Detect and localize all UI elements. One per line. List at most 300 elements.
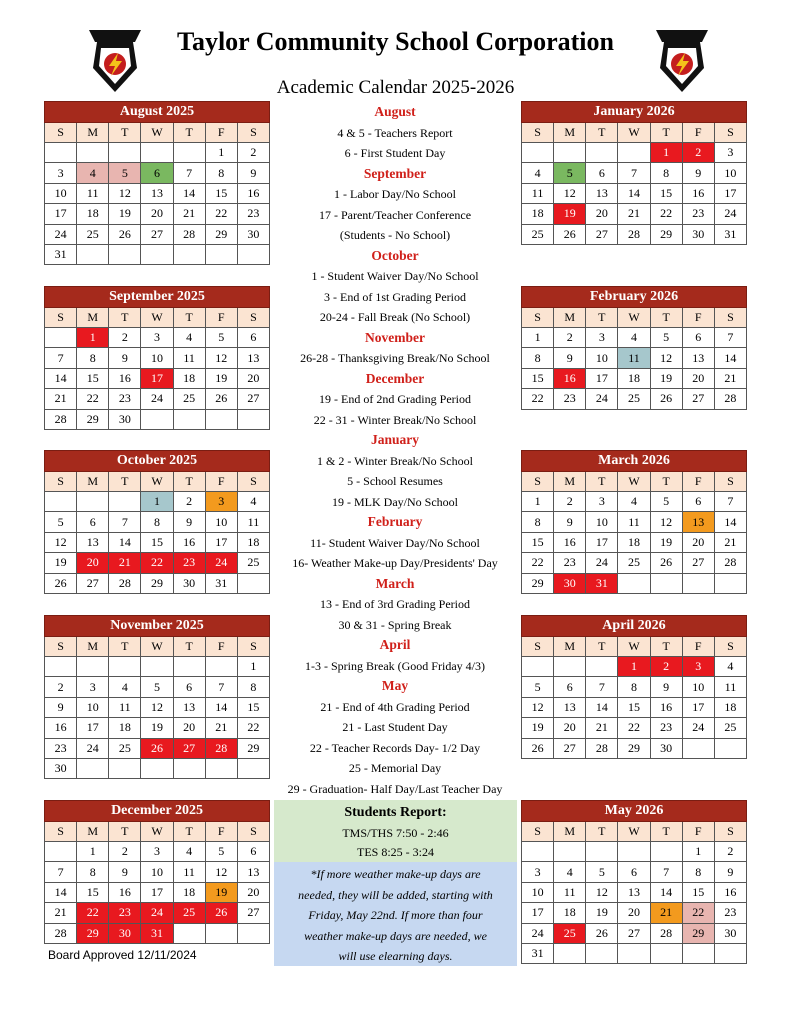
week-row <box>45 163 270 183</box>
weekday-header: T <box>173 308 205 328</box>
weekday-header: W <box>618 472 650 492</box>
day-cell: 2 <box>173 492 205 512</box>
empty-day-cell <box>141 143 173 163</box>
day-cell: 24 <box>141 903 173 923</box>
day-cell: 21 <box>650 903 682 923</box>
day-cell: 18 <box>522 204 554 224</box>
event-item: 11- Student Waiver Day/No School <box>310 535 480 550</box>
week-row <box>45 492 270 512</box>
day-cell: 17 <box>682 697 714 717</box>
empty-day-cell <box>237 758 269 778</box>
weekday-header: S <box>522 637 554 657</box>
day-cell: 7 <box>45 348 77 368</box>
event-item: 25 - Memorial Day <box>348 761 442 775</box>
day-cell: 2 <box>682 143 714 163</box>
day-cell: 9 <box>237 163 269 183</box>
day-cell: 10 <box>586 512 618 532</box>
day-cell: 3 <box>682 657 714 677</box>
empty-day-cell <box>173 758 205 778</box>
day-cell: 19 <box>586 903 618 923</box>
weekday-header: T <box>586 822 618 842</box>
day-cell: 23 <box>714 903 746 923</box>
day-cell: 4 <box>714 657 746 677</box>
event-month-heading: September <box>363 165 427 181</box>
day-cell: 30 <box>554 573 586 593</box>
day-cell: 5 <box>650 492 682 512</box>
day-cell: 20 <box>77 553 109 573</box>
weekday-header: M <box>554 123 586 143</box>
day-cell: 1 <box>237 657 269 677</box>
day-cell: 1 <box>205 143 237 163</box>
day-cell: 30 <box>650 738 682 758</box>
empty-day-cell <box>237 923 269 943</box>
day-cell: 17 <box>586 368 618 388</box>
empty-day-cell <box>141 244 173 264</box>
week-row <box>45 842 270 862</box>
day-cell: 26 <box>205 389 237 409</box>
week-row <box>45 573 270 593</box>
week-row <box>522 573 747 593</box>
day-cell: 20 <box>141 204 173 224</box>
day-cell: 22 <box>205 204 237 224</box>
day-cell: 9 <box>554 348 586 368</box>
day-cell: 16 <box>714 882 746 902</box>
day-cell: 25 <box>173 903 205 923</box>
day-cell: 2 <box>714 842 746 862</box>
weekday-header: M <box>77 472 109 492</box>
day-cell: 27 <box>682 553 714 573</box>
day-cell: 1 <box>682 842 714 862</box>
day-cell: 28 <box>45 409 77 429</box>
day-cell: 14 <box>618 183 650 203</box>
day-cell: 2 <box>109 842 141 862</box>
day-cell: 19 <box>650 368 682 388</box>
weekday-header: F <box>682 822 714 842</box>
calendar-may-2026 <box>521 800 747 964</box>
event-month-heading: April <box>379 637 411 652</box>
weekday-header: S <box>45 472 77 492</box>
day-cell: 14 <box>173 183 205 203</box>
week-row <box>522 389 747 409</box>
week-row <box>45 923 270 943</box>
weekday-header: T <box>650 822 682 842</box>
day-cell: 23 <box>554 389 586 409</box>
weather-makeup-note <box>274 862 517 966</box>
day-cell: 13 <box>682 348 714 368</box>
empty-day-cell <box>173 143 205 163</box>
weekday-header: W <box>618 308 650 328</box>
day-cell: 3 <box>77 677 109 697</box>
empty-day-cell <box>618 573 650 593</box>
empty-day-cell <box>77 244 109 264</box>
week-row <box>45 697 270 717</box>
day-cell: 13 <box>77 532 109 552</box>
weekday-header: F <box>682 308 714 328</box>
weekday-header: F <box>205 123 237 143</box>
weekday-header: S <box>45 822 77 842</box>
day-cell: 15 <box>237 697 269 717</box>
day-cell: 12 <box>554 183 586 203</box>
day-cell: 17 <box>205 532 237 552</box>
day-cell: 18 <box>237 532 269 552</box>
day-cell: 4 <box>237 492 269 512</box>
day-cell: 3 <box>586 328 618 348</box>
day-cell: 22 <box>682 903 714 923</box>
day-cell: 29 <box>77 409 109 429</box>
weekday-header: T <box>173 822 205 842</box>
weekday-header: T <box>109 637 141 657</box>
day-cell: 14 <box>45 368 77 388</box>
calendar-september-2025 <box>44 286 270 430</box>
event-item: 4 & 5 - Teachers Report <box>337 125 453 140</box>
day-cell: 19 <box>109 204 141 224</box>
day-cell: 1 <box>522 492 554 512</box>
day-cell: 20 <box>682 368 714 388</box>
empty-day-cell <box>45 143 77 163</box>
day-cell: 7 <box>714 328 746 348</box>
day-cell: 8 <box>682 862 714 882</box>
event-month-heading: December <box>365 370 425 386</box>
day-cell: 7 <box>714 492 746 512</box>
week-row <box>522 882 747 902</box>
empty-day-cell <box>109 244 141 264</box>
month-title: January 2026 <box>522 102 747 123</box>
weekday-header: T <box>173 472 205 492</box>
report-tes-times: TES 8:25 - 3:24 <box>357 845 434 859</box>
event-item: 13 - End of 3rd Grading Period <box>320 597 470 611</box>
day-cell: 21 <box>714 368 746 388</box>
empty-day-cell <box>173 657 205 677</box>
event-item: 22 - Teacher Records Day- 1/2 Day <box>309 740 481 755</box>
empty-day-cell <box>522 143 554 163</box>
day-cell: 14 <box>714 512 746 532</box>
day-cell: 23 <box>109 389 141 409</box>
day-cell: 6 <box>586 163 618 183</box>
event-item: 22 - 31 - Winter Break/No School <box>313 412 477 427</box>
empty-day-cell <box>237 573 269 593</box>
day-cell: 5 <box>109 163 141 183</box>
day-cell: 11 <box>714 677 746 697</box>
day-cell: 3 <box>205 492 237 512</box>
day-cell: 6 <box>554 677 586 697</box>
weekday-header: M <box>77 123 109 143</box>
empty-day-cell <box>554 842 586 862</box>
day-cell: 31 <box>45 244 77 264</box>
week-row <box>522 163 747 183</box>
weekday-header: W <box>141 637 173 657</box>
weekday-header: T <box>586 123 618 143</box>
day-cell: 19 <box>650 532 682 552</box>
day-cell: 4 <box>109 677 141 697</box>
day-cell: 10 <box>586 348 618 368</box>
day-cell: 18 <box>618 532 650 552</box>
day-cell: 26 <box>205 903 237 923</box>
event-item: 26-28 - Thanksgiving Break/No School <box>300 351 490 365</box>
week-row <box>45 328 270 348</box>
day-cell: 16 <box>554 532 586 552</box>
week-row <box>45 244 270 264</box>
day-cell: 16 <box>682 183 714 203</box>
event-month-heading: November <box>365 329 425 345</box>
day-cell: 26 <box>586 923 618 943</box>
event-month-heading: May <box>381 678 409 693</box>
day-cell: 13 <box>554 697 586 717</box>
day-cell: 3 <box>141 328 173 348</box>
day-cell: 3 <box>45 163 77 183</box>
empty-day-cell <box>141 758 173 778</box>
weekday-header: M <box>77 822 109 842</box>
day-cell: 15 <box>77 882 109 902</box>
day-cell: 3 <box>522 862 554 882</box>
day-cell: 23 <box>650 718 682 738</box>
day-cell: 11 <box>109 697 141 717</box>
day-cell: 15 <box>650 183 682 203</box>
week-row <box>45 758 270 778</box>
week-row <box>522 738 747 758</box>
empty-day-cell <box>173 923 205 943</box>
day-cell: 22 <box>77 389 109 409</box>
week-row <box>45 903 270 923</box>
week-row <box>45 882 270 902</box>
week-row <box>45 553 270 573</box>
week-row <box>45 224 270 244</box>
day-cell: 22 <box>141 553 173 573</box>
weekday-header: T <box>109 822 141 842</box>
day-cell: 7 <box>45 862 77 882</box>
weekday-header: S <box>45 637 77 657</box>
day-cell: 11 <box>237 512 269 532</box>
day-cell: 7 <box>109 512 141 532</box>
empty-day-cell <box>141 409 173 429</box>
day-cell: 4 <box>77 163 109 183</box>
weekday-header: T <box>650 308 682 328</box>
empty-day-cell <box>554 943 586 963</box>
day-cell: 28 <box>205 738 237 758</box>
day-cell: 13 <box>682 512 714 532</box>
weekday-header: W <box>141 123 173 143</box>
day-cell: 8 <box>650 163 682 183</box>
day-cell: 14 <box>714 348 746 368</box>
day-cell: 9 <box>45 697 77 717</box>
day-cell: 31 <box>141 923 173 943</box>
day-cell: 22 <box>650 204 682 224</box>
event-month-heading: August <box>374 104 416 119</box>
empty-day-cell <box>586 143 618 163</box>
weekday-header: S <box>714 308 746 328</box>
day-cell: 6 <box>141 163 173 183</box>
day-cell: 20 <box>237 882 269 902</box>
day-cell: 22 <box>237 718 269 738</box>
note-line: weather make-up days are needed, we <box>304 928 487 943</box>
day-cell: 6 <box>618 862 650 882</box>
day-cell: 3 <box>714 143 746 163</box>
day-cell: 5 <box>205 842 237 862</box>
day-cell: 20 <box>554 718 586 738</box>
day-cell: 12 <box>522 697 554 717</box>
week-row <box>45 657 270 677</box>
day-cell: 21 <box>109 553 141 573</box>
day-cell: 8 <box>237 677 269 697</box>
day-cell: 26 <box>522 738 554 758</box>
day-cell: 17 <box>586 532 618 552</box>
day-cell: 20 <box>618 903 650 923</box>
weekday-header: T <box>650 123 682 143</box>
day-cell: 14 <box>205 697 237 717</box>
empty-day-cell <box>45 328 77 348</box>
day-cell: 26 <box>141 738 173 758</box>
day-cell: 8 <box>522 512 554 532</box>
day-cell: 30 <box>237 224 269 244</box>
day-cell: 27 <box>237 903 269 923</box>
day-cell: 29 <box>650 224 682 244</box>
event-item: 17 - Parent/Teacher Conference <box>318 207 472 222</box>
day-cell: 3 <box>586 492 618 512</box>
week-row <box>45 532 270 552</box>
day-cell: 17 <box>522 903 554 923</box>
week-row <box>522 677 747 697</box>
day-cell: 24 <box>586 553 618 573</box>
empty-day-cell <box>714 738 746 758</box>
day-cell: 11 <box>173 862 205 882</box>
day-cell: 13 <box>618 882 650 902</box>
day-cell: 2 <box>237 143 269 163</box>
empty-day-cell <box>554 143 586 163</box>
knight-helmet-icon <box>85 22 145 94</box>
month-title: August 2025 <box>45 102 270 123</box>
day-cell: 29 <box>682 923 714 943</box>
day-cell: 12 <box>205 862 237 882</box>
weekday-header: S <box>522 123 554 143</box>
week-row <box>522 224 747 244</box>
empty-day-cell <box>554 657 586 677</box>
empty-day-cell <box>714 573 746 593</box>
day-cell: 30 <box>109 409 141 429</box>
board-approved-note: Board Approved 12/11/2024 <box>48 948 197 962</box>
day-cell: 2 <box>554 492 586 512</box>
week-row <box>522 553 747 573</box>
day-cell: 13 <box>237 348 269 368</box>
day-cell: 30 <box>109 923 141 943</box>
empty-day-cell <box>205 244 237 264</box>
week-row <box>522 532 747 552</box>
day-cell: 13 <box>173 697 205 717</box>
week-row <box>45 677 270 697</box>
day-cell: 4 <box>554 862 586 882</box>
day-cell: 9 <box>173 512 205 532</box>
weekday-header: S <box>714 472 746 492</box>
day-cell: 30 <box>714 923 746 943</box>
day-cell: 12 <box>45 532 77 552</box>
empty-day-cell <box>77 758 109 778</box>
report-title: Students Report: <box>344 805 447 820</box>
event-item: 5 - School Resumes <box>347 474 443 488</box>
day-cell: 22 <box>522 389 554 409</box>
day-cell: 29 <box>237 738 269 758</box>
day-cell: 24 <box>586 389 618 409</box>
day-cell: 12 <box>586 882 618 902</box>
day-cell: 20 <box>173 718 205 738</box>
day-cell: 18 <box>173 882 205 902</box>
day-cell: 19 <box>205 882 237 902</box>
day-cell: 12 <box>650 512 682 532</box>
empty-day-cell <box>618 143 650 163</box>
day-cell: 24 <box>45 224 77 244</box>
empty-day-cell <box>682 738 714 758</box>
day-cell: 26 <box>650 553 682 573</box>
day-cell: 19 <box>45 553 77 573</box>
event-month-heading: February <box>367 514 423 529</box>
calendar-december-2025 <box>44 800 270 944</box>
day-cell: 8 <box>77 862 109 882</box>
empty-day-cell <box>237 409 269 429</box>
empty-day-cell <box>650 842 682 862</box>
month-title: November 2025 <box>45 616 270 637</box>
event-item: 1 - Labor Day/No School <box>334 187 456 201</box>
day-cell: 31 <box>205 573 237 593</box>
empty-day-cell <box>522 657 554 677</box>
day-cell: 11 <box>173 348 205 368</box>
day-cell: 27 <box>237 389 269 409</box>
day-cell: 5 <box>141 677 173 697</box>
event-item: 6 - First Student Day <box>344 146 446 160</box>
empty-day-cell <box>618 943 650 963</box>
day-cell: 25 <box>173 389 205 409</box>
events-list <box>282 102 508 799</box>
day-cell: 24 <box>714 204 746 224</box>
empty-day-cell <box>77 492 109 512</box>
day-cell: 21 <box>586 718 618 738</box>
day-cell: 21 <box>205 718 237 738</box>
calendar-january-2026 <box>521 101 747 245</box>
day-cell: 23 <box>682 204 714 224</box>
day-cell: 8 <box>141 512 173 532</box>
weekday-header: S <box>237 123 269 143</box>
day-cell: 8 <box>77 348 109 368</box>
event-item: 21 - Last Student Day <box>342 720 448 734</box>
month-title: September 2025 <box>45 287 270 308</box>
day-cell: 22 <box>618 718 650 738</box>
day-cell: 6 <box>237 842 269 862</box>
weekday-header: S <box>45 308 77 328</box>
day-cell: 10 <box>141 862 173 882</box>
week-row <box>45 409 270 429</box>
event-item: 16- Weather Make-up Day/Presidents' Day <box>292 556 498 570</box>
weekday-header: S <box>237 472 269 492</box>
day-cell: 9 <box>554 512 586 532</box>
day-cell: 10 <box>205 512 237 532</box>
empty-day-cell <box>682 573 714 593</box>
week-row <box>522 143 747 163</box>
day-cell: 25 <box>237 553 269 573</box>
event-item: 19 - End of 2nd Grading Period <box>319 392 471 406</box>
knight-helmet-icon <box>652 22 712 94</box>
event-month-heading: October <box>371 247 419 263</box>
weekday-header: F <box>205 472 237 492</box>
weekday-header: F <box>682 637 714 657</box>
day-cell: 27 <box>618 923 650 943</box>
week-row <box>522 842 747 862</box>
week-row <box>45 183 270 203</box>
day-cell: 15 <box>682 882 714 902</box>
empty-day-cell <box>205 657 237 677</box>
day-cell: 10 <box>522 882 554 902</box>
weekday-header: T <box>650 472 682 492</box>
students-report-box <box>274 800 517 862</box>
weekday-header: F <box>682 472 714 492</box>
day-cell: 25 <box>554 923 586 943</box>
day-cell: 10 <box>714 163 746 183</box>
day-cell: 19 <box>141 718 173 738</box>
